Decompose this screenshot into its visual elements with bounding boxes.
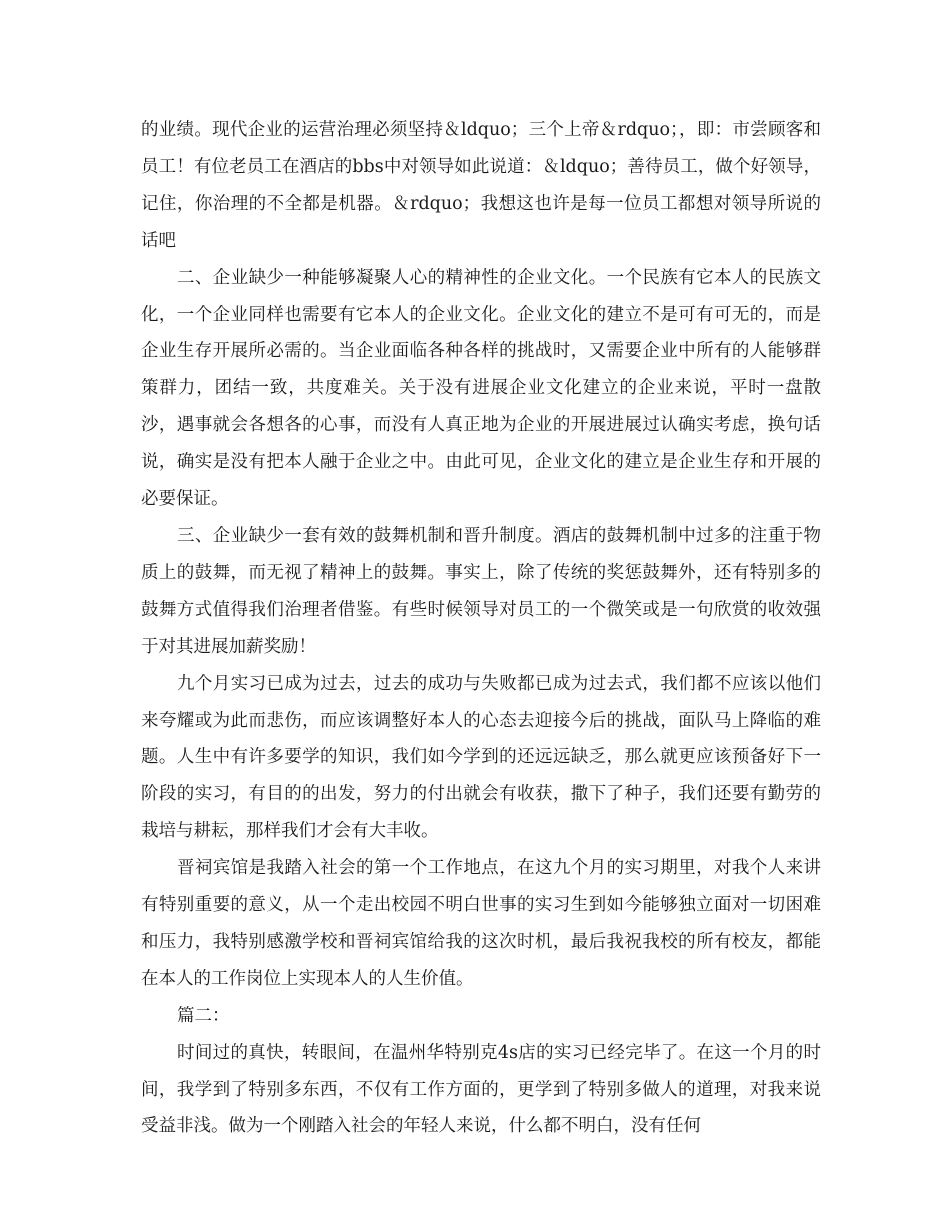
paragraph-jinci-hotel: 晋祠宾馆是我踏入社会的第一个工作地点，在这九个月的实习期里，对我个人来讲有特别重要的意义，从一个走出校园不明白世事的实习生到如今能够独立面对一切困难和压力，我特别感激学校和晋祠宾馆给我的这次时机，最后我祝我校的所有校友，都能在本人的工作岗位上实现本人的人生价值。 bbox=[141, 858, 821, 989]
paragraph-corporate-culture: 二、企业缺少一种能够凝聚人心的精神性的企业文化。一个民族有它本人的民族文化，一个企业同样也需要有它本人的企业文化。企业文化的建立不是可有可无的，而是企业生存开展所必需的。当企业面临各种各样的挑战时，又需要企业中所有的人能够群策群力，团结一致，共度难关。关于没有进展企业文化建立的企业来说，平时一盘散沙，遇事就会各想各的心事，而没有人真正地为企业的开展进展过认确实考虑，换句话说，确实是没有把本人融于企业之中。由此可见，企业文化的建立是企业生存和开展的必要保证。 bbox=[141, 267, 821, 510]
document-body bbox=[141, 112, 821, 1145]
section-heading-part-two: 篇二： bbox=[177, 1005, 230, 1026]
paragraph-nine-months: 九个月实习已成为过去，过去的成功与失败都已成为过去式，我们都不应该以他们来夸耀或为此而悲伤，而应该调整好本人的心态去迎接今后的挑战，面队马上降临的难题。人生中有许多要学的知识，我们如今学到的还远远缺乏，那么就更应该预备好下一阶段的实习，有目的的出发，努力的付出就会有收获，撒下了种子，我们还要有勤劳的栽培与耕耘，那样我们才会有大丰收。 bbox=[141, 673, 821, 842]
paragraph-leadership: 的业绩。现代企业的运营治理必须坚持＆ldquo；三个上帝＆rdquo；，即：市尝顾客和员工！有位老员工在酒店的bbs中对领导如此说道：＆ldquo；善待员工，做个好领导，记住，你治理的不全都是机器。＆rdquo；我想这也许是每一位员工都想对领导所说的话吧 bbox=[141, 120, 821, 251]
paragraph-4s-store: 时间过的真快，转眼间，在温州华特别克4s店的实习已经完毕了。在这一个月的时间，我学到了特别多东西，不仅有工作方面的，更学到了特别多做人的道理，对我来说受益非浅。做为一个刚踏入社会的年轻人来说，什么都不明白，没有任何 bbox=[141, 1042, 821, 1137]
paragraph-incentive-mechanism: 三、企业缺少一套有效的鼓舞机制和晋升制度。酒店的鼓舞机制中过多的注重于物质上的鼓舞，而无视了精神上的鼓舞。事实上，除了传统的奖惩鼓舞外，还有特别多的鼓舞方式值得我们治理者借鉴。有些时候领导对员工的一个微笑或是一句欣赏的收效强于对其进展加薪奖励！ bbox=[141, 525, 821, 657]
